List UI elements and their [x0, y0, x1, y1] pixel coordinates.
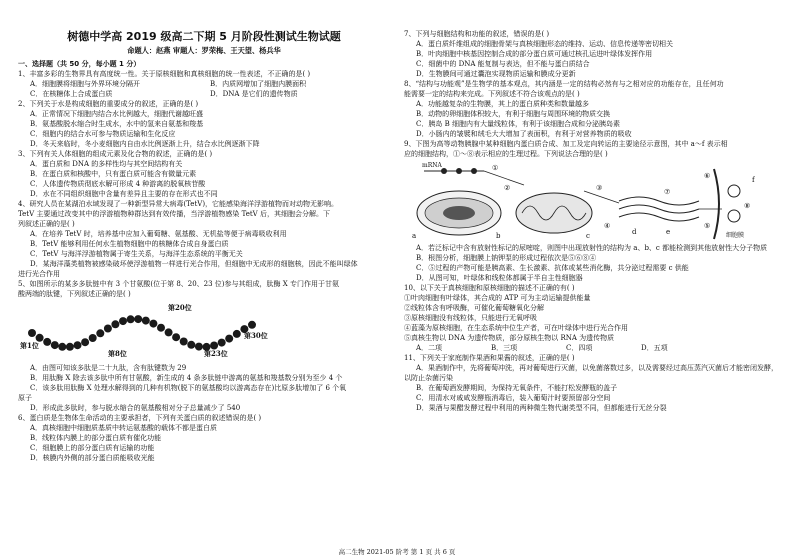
polypeptide-diagram [18, 301, 390, 361]
option-c: C．细胞膜上的部分蛋白质有运输的功能 [30, 444, 155, 452]
question-stem: 8、“结构与功能观”是生物学的基本观点，其内涵是一定的结构必然有与之相对应的功能存在，且任何功 [404, 80, 724, 88]
option-d: D．某海洋藻类植物被感染破坏使浮游植物一样进行光合作用，但细胞中无成形的细胞核，因此不能叫绿体 [30, 260, 358, 268]
label-process-3: ③ [596, 184, 603, 192]
label-process-4: ④ [604, 222, 611, 230]
option-b: B．在蛋白质和核酸中，只有蛋白质可能含有微量元素 [30, 170, 197, 178]
amino-acid-bead [81, 338, 89, 346]
option-b: B．根图分析，细胞膜上钠钾泵的形成过程依次是⑤⑥⑧④ [416, 254, 597, 262]
option-a: A．若泛标记中含有放射性标记的尿嘧啶，则图中出现放射性的结构为 a、b、c 都能检测到其他放射性大分子物质 [416, 244, 768, 252]
option-c: C．TetV 与海洋浮游植物属于寄生关系，与海洋生态系统的平衡无关 [30, 250, 243, 258]
question-4 [18, 199, 390, 279]
label-b: b [496, 232, 501, 240]
question-1 [18, 69, 390, 99]
question-6 [18, 413, 390, 463]
question-5 [18, 279, 390, 413]
question-stem: 6、蛋白质是生物体生命活动的主要承担者，下列有关蛋白质的叙述错误的是( ) [18, 414, 262, 422]
amino-acid-bead [180, 338, 188, 346]
cell-pathway-figure [404, 161, 782, 241]
statement-2: ②线粒体含有呼吸酶，可催化葡萄糖氧化分解 [404, 304, 544, 312]
statement-5: ⑤真核生物以 DNA 为遗传物质，部分原核生物以 RNA 为遗传物质 [404, 334, 615, 342]
statement-4: ④蓝藻为原核细胞，在生态系统中位生产者，可在叶绿体中进行光合作用 [404, 324, 628, 332]
page-title: 树德中学高 2019 级高二下期 5 月阶段性测试生物试题 [67, 30, 341, 43]
right-column [404, 29, 782, 413]
page-footer: 高二生物 2021-05 阶考 第 1 页 共 6 页 [338, 548, 456, 556]
amino-acid-bead [96, 329, 104, 337]
option-a: A．果酒制作中，先将葡萄冲洗，再对葡萄进行灭菌，以免菌落数过多，以及需要经过高压蒸汽灭菌后才能密闭发酵， [416, 364, 779, 372]
option-c-continued: 原子 [18, 394, 32, 402]
question-stem: 7、下列与细胞结构和功能的叙述，错误的是( ) [404, 30, 550, 38]
option-a: A．正常情况下细胞内结合水比例越大，细胞代谢越旺盛 [30, 110, 204, 118]
question-stem: 应的细胞结构，①～⑧表示相应的生理过程。下列说法合理的是( ) [404, 150, 608, 158]
option-c: C．细菌中的 DNA 能复制与表达，但不能与蛋白质结合 [416, 60, 590, 68]
label-process-6: ⑥ [704, 172, 711, 180]
option-a: A．在培养 TetV 时，培养基中应加入葡萄糖、氨基酸、无机盐等便于病毒吸收利用 [30, 230, 287, 238]
option-a: A．细胞膜将细胞与外界环境分隔开 [30, 80, 141, 88]
option-a: A．真核细胞中细胞质基质中转运氨基酸的载体不都是蛋白质 [30, 424, 218, 432]
label-cell-membrane: 细胞膜 [726, 232, 745, 239]
option-d: D．从图可知，叶绿体和线粒体都属于半自主性细胞器 [416, 274, 583, 282]
amino-acid-bead [165, 328, 173, 336]
question-stem: 10、以下关于真核细胞和原核细胞的描述不正确的有( ) [404, 284, 575, 292]
question-stem: 3、下列有关人体细胞的组成元素及化合物的叙述，正确的是( ) [18, 150, 213, 158]
option-b: B．TetV 能够利用任何水生植物细胞中的核糖体合成自身蛋白质 [30, 240, 229, 248]
option-b: B．在葡萄酒发酵期间，为保持无氧条件，不能打松发酵瓶的盖子 [416, 384, 618, 392]
left-column [18, 30, 390, 463]
amino-acid-bead [111, 320, 119, 328]
question-stem: 列叙述正确的是( ) [18, 220, 75, 228]
label-c: c [586, 232, 590, 240]
label-process-2: ② [504, 184, 511, 192]
question-2 [18, 99, 390, 149]
amino-acid-bead [195, 343, 203, 351]
option-d: D．冬天来临时，冬小麦细胞内自由水比例逐渐上升，结合水比例逐渐下降 [30, 140, 260, 148]
option-d: D．水在不同组织细胞中含量有差异且主要的存在形式也不同 [30, 190, 218, 198]
amino-acid-bead [218, 339, 226, 347]
question-stem: 11、下列关于家庭制作果酒和果酱的叙述，正确的是( ) [404, 354, 575, 362]
option-c: C．细胞内的结合水可参与物质运输和生化反应 [30, 130, 176, 138]
question-3 [18, 149, 390, 199]
amino-acid-bead [248, 321, 256, 329]
question-stem: 5、如图所示的某多多肽链中有 3 个甘氨酸(位于第 8、20、23 位)参与其组成，肽酶 X 专门作用于甘氨 [18, 280, 339, 288]
section-heading: 一、选择题（共 50 分，每小题 1 分） [18, 60, 141, 68]
option-b: B．氨基酸脱水缩合时生成水，水中的氢来自氨基和羧基 [30, 120, 204, 128]
option-d: D．DNA 是它们的遗传物质 [210, 90, 298, 98]
label-residue-30: 第30位 [244, 331, 268, 340]
amino-acid-bead [157, 324, 165, 332]
option-a: A．二项 [416, 344, 443, 352]
option-d: D．核膜内外侧的部分蛋白质能吸收光能 [30, 454, 155, 462]
amino-acid-bead [225, 335, 233, 343]
label-f: f [752, 176, 755, 184]
option-c: C．在核糖体上合成蛋白质 [30, 90, 113, 98]
label-process-8: ⑧ [744, 202, 751, 210]
label-residue-1: 第1位 [20, 341, 39, 350]
question-8 [404, 79, 782, 139]
amino-acid-bead [43, 338, 51, 346]
label-process-5: ⑤ [704, 222, 711, 230]
option-b: B．叶肉细胞中核基因控制合成的部分蛋白质可通过核孔运进叶绿体发挥作用 [416, 50, 653, 58]
option-a-continued: 以防止杂菌污染 [404, 374, 453, 382]
label-a: a [412, 232, 417, 240]
question-11 [404, 353, 782, 413]
question-10 [404, 283, 782, 353]
option-d-continued: 进行光合作用 [18, 270, 60, 278]
cell-pathway-svg [404, 161, 782, 241]
option-c: C．⑤过程的产物可能是胰高素、生长激素、抗体或某些消化酶，共分泌过程需要 c 供能 [416, 264, 689, 272]
authors-line: 命题人：赵燕 审题人：罗荣梅、王天望、杨兵华 [127, 46, 281, 55]
option-d: D．小肠内的皱襞和绒毛大大增加了表面积，有利于对营养物质的吸收 [416, 130, 632, 138]
option-c: C．人体遗传物质彻底水解可形成 4 种游离的脱氧核苷酸 [30, 180, 206, 188]
question-stem: TetV 主要通过改变其中的浮游植物种群达到有效传播，当浮游植物感染 TetV 后，其细胞会分解。下 [18, 210, 330, 218]
label-d: d [632, 228, 637, 236]
label-residue-20: 第20位 [168, 303, 192, 312]
option-d: D．形成此多肽时，参与脱水缩合的氨基酸相对分子总量减少了 540 [30, 404, 241, 412]
option-d: D．果酒与果醋发酵过程中利用的两种微生物代谢类型不同，但都能进行无丝分裂 [416, 404, 667, 412]
amino-acid-bead [104, 325, 112, 333]
question-9 [404, 139, 782, 283]
label-residue-23: 第23位 [204, 349, 228, 358]
label-e: e [666, 228, 671, 236]
label-mrna: mRNA [422, 162, 442, 169]
question-7 [404, 29, 782, 79]
amino-acid-bead [134, 315, 142, 323]
amino-acid-bead [51, 341, 59, 349]
question-stem: 2、下列关于水是构成细胞的重要成分的叙述，正确的是( ) [18, 100, 199, 108]
label-process-1: ① [492, 164, 499, 172]
option-c: C．四项 [566, 344, 593, 352]
question-stem: 酸两端的肽键，下列叙述正确的是( ) [18, 290, 131, 298]
label-process-7: ⑦ [664, 188, 671, 196]
question-stem: 1、丰富多彩的生物界具有高度统一性。关于原核细胞和真核细胞的统一性表述，不正确的是( ) [18, 70, 311, 78]
option-a: A．蛋白质和 DNA 的多样性均与其空间结构有关 [30, 160, 183, 168]
option-d: D．五项 [641, 344, 668, 352]
amino-acid-bead [58, 343, 66, 351]
question-stem: 9、下图为高等动物胰腺中某种细胞内蛋白质合成、加工及定向转运的主要途径示意图，其中 a～f 表示相 [404, 140, 728, 148]
amino-acid-bead [127, 315, 135, 323]
amino-acid-bead [28, 329, 36, 337]
option-a: A．功能越复杂的生物膜，其上的蛋白质种类和数量越多 [416, 100, 590, 108]
amino-acid-bead [233, 330, 241, 338]
amino-acid-bead [187, 341, 195, 349]
amino-acid-bead [172, 333, 180, 341]
option-b: B．线粒体内膜上的部分蛋白质有催化功能 [30, 434, 162, 442]
amino-acid-bead [149, 320, 157, 328]
option-a: A．由图可知该多肽是二十九肽，含有肽键数为 29 [30, 364, 187, 372]
amino-acid-bead [89, 334, 97, 342]
question-stem: 能需要一定的结构来完成。下列叙述不符合该观点的是( ) [404, 90, 580, 98]
option-d: D．生物膜间可通过囊泡实现物质运输和膜成分更新 [416, 70, 576, 78]
option-c: C．胰岛 B 细胞内有大量线粒体，有利于该细胞合成和分泌胰岛素 [416, 120, 620, 128]
option-a: A．蛋白质纤维组成的细胞骨架与真核细胞形态的维持、运动、信息传递等密切相关 [416, 40, 674, 48]
question-stem: 4、研究人员在某湖泊水域发现了一种新型异常大病毒(TetV)，它能感染海洋浮游植物而对动物无影响。 [18, 200, 339, 208]
label-residue-8: 第8位 [108, 349, 127, 358]
amino-acid-bead [74, 341, 82, 349]
option-b: B．动物的卵细胞体积较大，有利于细胞与周围环境的物质交换 [416, 110, 611, 118]
amino-acid-bead [142, 317, 150, 325]
amino-acid-bead [66, 343, 74, 351]
amino-acid-bead [119, 317, 127, 325]
option-b: B．内质网增加了细胞内膜面积 [210, 80, 307, 88]
statement-1: ①叶肉细胞有叶绿体，其合成的 ATP 可为主动运输提供能量 [404, 294, 591, 302]
option-b: B．三项 [491, 344, 518, 352]
statement-3: ③原核细胞没有线粒体，只能进行无氧呼吸 [404, 314, 537, 322]
option-c: C．该多肽用肽酶 X 处理水解得到的几种有机物(脱下的氨基酸均以游离态存在)比原多肽增加了 6 个氧 [30, 384, 347, 392]
option-b: B．用肽酶 X 除去该多肽中所有甘氨酸，新生成的 4 条多肽链中游离的氨基和羧基数分别为至少 4 个 [30, 374, 343, 382]
option-c: C．用清水对戚咸发酵瓶消毒后，装入葡萄汁时要预留部分空间 [416, 394, 611, 402]
